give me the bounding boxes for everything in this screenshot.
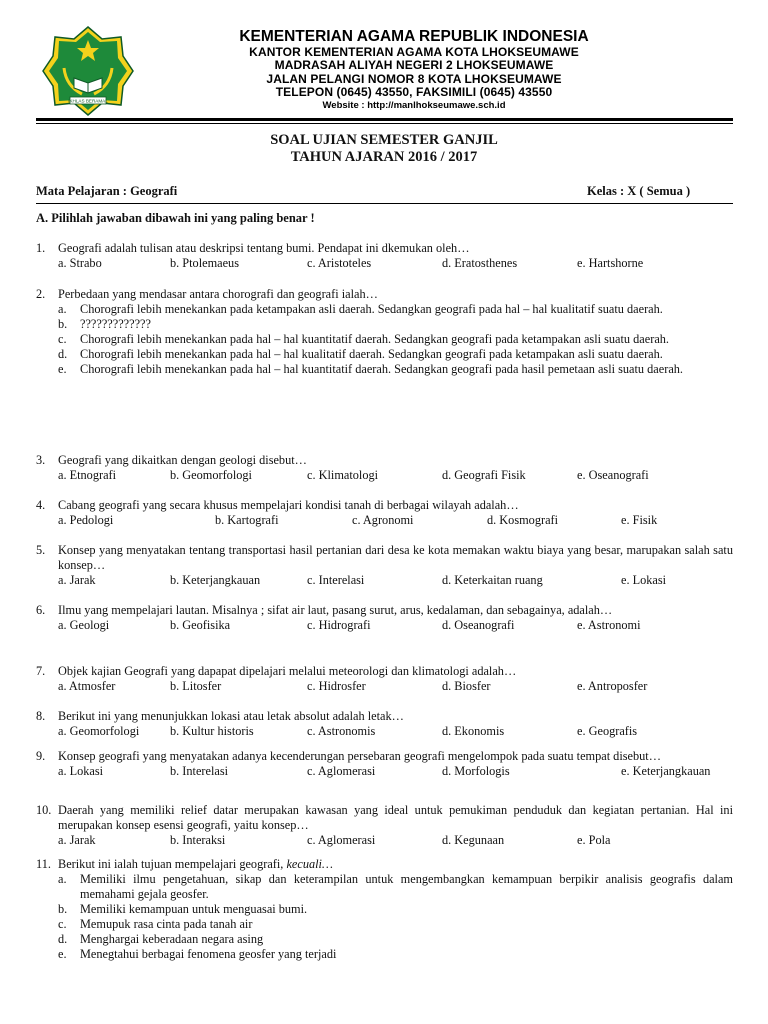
option-a: a. Strabo — [58, 256, 102, 270]
option-a: a. Geomorfologi — [58, 724, 140, 738]
option-b — [58, 317, 733, 332]
letterhead-office: KANTOR KEMENTERIAN AGAMA KOTA LHOKSEUMAWE — [249, 45, 579, 59]
option-e — [58, 362, 733, 377]
option-letter: c. — [58, 332, 67, 346]
question-number: 1. — [36, 241, 46, 255]
option-text: ????????????? — [80, 317, 151, 331]
option-d: d. Ekonomis — [442, 724, 505, 738]
subject-label: Mata Pelajaran : Geografi — [36, 184, 178, 198]
option-b: b. Interaksi — [170, 833, 226, 847]
option-b: b. Kultur historis — [170, 724, 254, 738]
question-stem: Geografi adalah tulisan atau deskripsi tentang bumi. Pendapat ini dkemukan oleh… — [58, 241, 470, 255]
header-divider-thick — [36, 118, 733, 121]
option-e: e. Pola — [577, 833, 611, 847]
options-row — [58, 513, 733, 528]
question-stem: Cabang geografi yang secara khusus mempelajari kondisi tanah di berbagai wilayah adalah… — [58, 498, 519, 512]
option-d: d. Morfologis — [442, 764, 510, 778]
ministry-logo-icon — [42, 26, 134, 116]
option-text: Menghargai keberadaan negara asing — [80, 932, 264, 946]
option-c: c. Hidrosfer — [307, 679, 366, 693]
option-d — [58, 347, 733, 362]
option-text: Chorografi lebih menekankan pada hal – hal kuantitatif daerah. Sedangkan geografi pada ketampakan asli suatu daerah. — [80, 332, 669, 346]
option-a: a. Jarak — [58, 573, 96, 587]
exam-title — [0, 132, 768, 166]
option-letter: b. — [58, 902, 68, 916]
option-a: a. Jarak — [58, 833, 96, 847]
question-number: 6. — [36, 603, 46, 617]
option-letter: d. — [58, 932, 68, 946]
question-number: 10. — [36, 803, 52, 817]
option-c: c. Interelasi — [307, 573, 365, 587]
question-1 — [36, 241, 733, 271]
option-b — [58, 902, 733, 917]
question-3 — [36, 453, 733, 483]
option-e: e. Lokasi — [621, 573, 667, 587]
question-10 — [36, 803, 733, 848]
question-number: 11. — [36, 857, 51, 871]
question-stem: Konsep geografi yang menyatakan adanya kecenderungan persebaran geografi mengelompok pada suatu tempat disebut… — [58, 749, 662, 763]
question-2 — [36, 287, 733, 377]
instruction: A. Pilihlah jawaban dibawah ini yang paling benar ! — [36, 211, 315, 225]
question-number: 7. — [36, 664, 46, 678]
option-c: c. Astronomis — [307, 724, 376, 738]
question-stem-emphasis: kecuali… — [286, 857, 333, 871]
option-text: Chorografi lebih menekankan pada ketampakan asli daerah. Sedangkan geografi pada hal – hal kualitatif suatu daerah. — [80, 302, 663, 316]
option-letter: a. — [58, 302, 67, 316]
option-d: d. Biosfer — [442, 679, 491, 693]
exam-title-line1: SOAL UJIAN SEMESTER GANJIL — [270, 132, 498, 148]
option-e: e. Fisik — [621, 513, 658, 527]
question-stem: Geografi yang dikaitkan dengan geologi disebut… — [58, 453, 307, 467]
option-a: a. Lokasi — [58, 764, 104, 778]
question-number: 8. — [36, 709, 46, 723]
letterhead-school: MADRASAH ALIYAH NEGERI 2 LHOKSEUMAWE — [274, 58, 554, 73]
letterhead-phone: TELEPON (0645) 43550, FAKSIMILI (0645) 43550 — [275, 85, 553, 100]
option-a — [58, 302, 733, 317]
question-stem — [58, 857, 733, 872]
question-number: 3. — [36, 453, 46, 467]
question-9 — [36, 749, 733, 779]
question-stem: Objek kajian Geografi yang dapapat dipelajari melalui meteorologi dan klimatologi adalah… — [58, 664, 517, 678]
option-b: b. Kartografi — [215, 513, 279, 527]
question-4 — [36, 498, 733, 528]
meta-divider — [36, 203, 733, 204]
option-b: b. Ptolemaeus — [170, 256, 239, 270]
exam-title-line2: TAHUN AJARAN 2016 / 2017 — [290, 149, 478, 165]
option-text: Chorografi lebih menekankan pada hal – hal kualitatif daerah. Sedangkan geografi pada ketampakan asli suatu daerah. — [80, 347, 663, 361]
class-label: Kelas : X ( Semua ) — [587, 184, 691, 198]
options-row — [58, 618, 733, 633]
option-c: c. Aglomerasi — [307, 764, 376, 778]
question-5 — [36, 543, 733, 588]
option-d: d. Kegunaan — [442, 833, 505, 847]
option-e: e. Oseanografi — [577, 468, 649, 482]
question-stem: Ilmu yang mempelajari lautan. Misalnya ; sifat air laut, pasang surut, arus, kedalaman, dan sebagainya, adalah… — [58, 603, 613, 617]
option-letter: e. — [58, 947, 67, 961]
options-row — [58, 573, 733, 588]
options-row — [58, 256, 733, 271]
option-d — [58, 932, 733, 947]
options-row — [58, 468, 733, 483]
option-b: b. Keterjangkauan — [170, 573, 261, 587]
option-a — [58, 872, 733, 902]
question-stem: Daerah yang memiliki relief datar merupakan kawasan yang ideal untuk pemukiman penduduk dan kegiatan pertanian. Hal ini merupakan konsep esensi geografi, yaitu konsep… — [58, 803, 733, 832]
option-d: d. Oseanografi — [442, 618, 515, 632]
option-text: Chorografi lebih menekankan pada hal – hal kuantitatif daerah. Sedangkan geografi pada hasil pemetaan asli suatu daerah. — [80, 362, 683, 376]
option-b: b. Interelasi — [170, 764, 229, 778]
option-c: c. Agronomi — [352, 513, 414, 527]
option-e: e. Geografis — [577, 724, 638, 738]
option-c — [58, 332, 733, 347]
question-stem: Konsep yang menyatakan tentang transportasi hasil pertanian dari desa ke kota memakan waktu biaya yang besar, marupakan salah satu konsep… — [58, 543, 733, 572]
question-number: 9. — [36, 749, 46, 763]
letterhead-ministry: KEMENTERIAN AGAMA REPUBLIK INDONESIA — [239, 28, 589, 45]
letterhead-address: JALAN PELANGI NOMOR 8 KOTA LHOKSEUMAWE — [266, 71, 562, 86]
options-row — [58, 764, 733, 779]
letterhead-website: Website : http://manlhokseumawe.sch.id — [322, 99, 506, 111]
question-number: 2. — [36, 287, 46, 301]
option-a: a. Atmosfer — [58, 679, 116, 693]
option-text: Memiliki kemampuan untuk menguasai bumi. — [80, 902, 308, 916]
letterhead — [150, 28, 678, 112]
option-c: c. Aglomerasi — [307, 833, 376, 847]
option-c: c. Klimatologi — [307, 468, 379, 482]
option-c: c. Aristoteles — [307, 256, 372, 270]
question-8 — [36, 709, 733, 739]
option-letter: e. — [58, 362, 67, 376]
option-c: c. Hidrografi — [307, 618, 371, 632]
option-e — [58, 947, 733, 962]
option-text: Memupuk rasa cinta pada tanah air — [80, 917, 253, 931]
option-letter: a. — [58, 872, 67, 886]
logo-text: IKHLAS BERAMAL — [68, 98, 108, 104]
option-letter: c. — [58, 917, 67, 931]
option-a: a. Geologi — [58, 618, 110, 632]
options-row — [58, 724, 733, 739]
question-6 — [36, 603, 733, 633]
question-7 — [36, 664, 733, 694]
question-number: 5. — [36, 543, 46, 557]
question-stem: Berikut ini yang menunjukkan lokasi atau letak absolut adalah letak… — [58, 709, 404, 723]
question-number: 4. — [36, 498, 46, 512]
option-e: e. Astronomi — [577, 618, 641, 632]
question-stem-text: Berikut ini ialah tujuan mempelajari geografi, — [58, 857, 284, 871]
question-stem: Perbedaan yang mendasar antara chorografi dan geografi ialah… — [58, 287, 378, 301]
option-e: e. Antroposfer — [577, 679, 648, 693]
option-b: b. Geofisika — [170, 618, 231, 632]
option-b: b. Litosfer — [170, 679, 222, 693]
option-c — [58, 917, 733, 932]
option-e: e. Keterjangkauan — [621, 764, 711, 778]
option-a: a. Pedologi — [58, 513, 114, 527]
option-text: Menegtahui berbagai fenomena geosfer yang terjadi — [80, 947, 337, 961]
option-d: d. Kosmografi — [487, 513, 559, 527]
option-d: d. Geografi Fisik — [442, 468, 526, 482]
header-divider-thin — [36, 123, 733, 124]
options-row — [58, 833, 733, 848]
option-a: a. Etnografi — [58, 468, 117, 482]
option-letter: d. — [58, 347, 68, 361]
question-11 — [36, 857, 733, 962]
option-b: b. Geomorfologi — [170, 468, 252, 482]
option-d: d. Keterkaitan ruang — [442, 573, 543, 587]
options-row — [58, 679, 733, 694]
option-text: Memiliki ilmu pengetahuan, sikap dan keterampilan untuk mengembangkan kemampuan berpikir analisis geografis dalam memahami gejala geosfer. — [80, 872, 733, 901]
option-e: e. Hartshorne — [577, 256, 644, 270]
option-letter: b. — [58, 317, 68, 331]
option-d: d. Eratosthenes — [442, 256, 518, 270]
